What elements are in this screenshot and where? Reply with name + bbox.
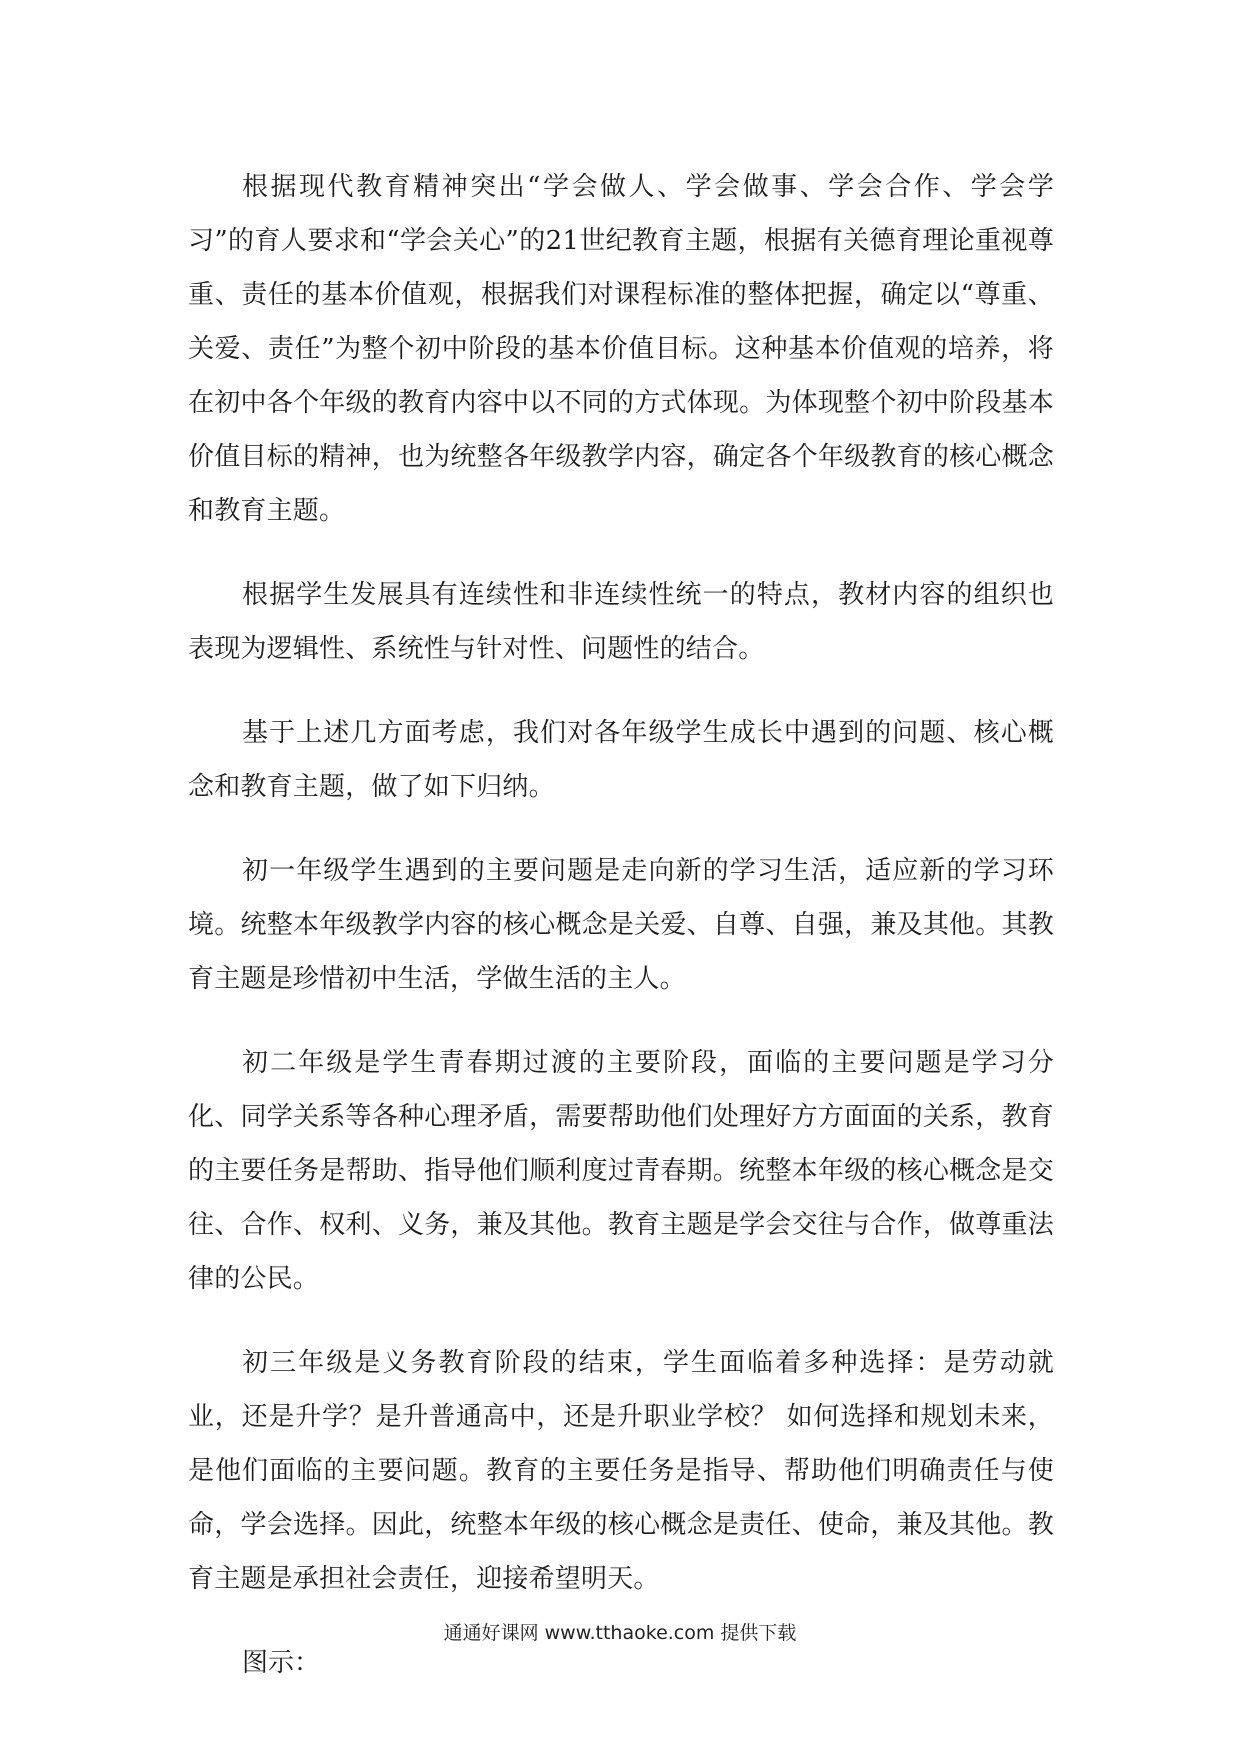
paragraph-value-goals: 根据现代教育精神突出“学会做人、学会做事、学会合作、学会学习”的育人要求和“学会关心”的21世纪教育主题，根据有关德育理论重视尊重、责任的基本价值观，根据我们对课程标准的整体把握，确定以“尊重、关爱、责任”为整个初中阶段的基本价值目标。这种基本价值观的培养，将在初中各个年级的教育内容中以不同的方式体现。为体现整个初中阶段基本价值目标的精神，也为统整各年级教学内容，确定各个年级教育的核心概念和教育主题。 [188, 172, 1054, 526]
paragraph-grade-nine: 初三年级是义务教育阶段的结束，学生面临着多种选择：是劳动就业，还是升学？是升普通高中，还是升职业学校？ 如何选择和规划未来，是他们面临的主要问题。教育的主要任务是指导、帮助他们明确责任与使命，学会选择。因此，统整本年级的核心概念是责任、使命，兼及其他。教育主题是承担社会责任，迎接希望明天。 [188, 1348, 1054, 1594]
paragraph-grade-eight: 初二年级是学生青春期过渡的主要阶段，面临的主要问题是学习分化、同学关系等各种心理矛盾，需要帮助他们处理好方方面面的关系，教育的主要任务是帮助、指导他们顺利度过青春期。统整本年级的核心概念是交往、合作、权利、义务，兼及其他。教育主题是学会交往与合作，做尊重法律的公民。 [188, 1048, 1054, 1294]
figure-caption: 图示： [242, 1648, 321, 1678]
document-body [188, 160, 1054, 1690]
paragraph-grade-seven: 初一年级学生遇到的主要问题是走向新的学习生活，适应新的学习环境。统整本年级教学内容的核心概念是关爱、自尊、自强，兼及其他。其教育主题是珍惜初中生活，学做生活的主人。 [188, 856, 1054, 994]
paragraph-summary-intro: 基于上述几方面考虑，我们对各年级学生成长中遇到的问题、核心概念和教育主题，做了如下归纳。 [188, 718, 1054, 802]
page-footer: 通通好课网 www.tthaoke.com 提供下载 [443, 1622, 797, 1644]
paragraph-content-organization: 根据学生发展具有连续性和非连续性统一的特点，教材内容的组织也表现为逻辑性、系统性与针对性、问题性的结合。 [188, 580, 1054, 664]
